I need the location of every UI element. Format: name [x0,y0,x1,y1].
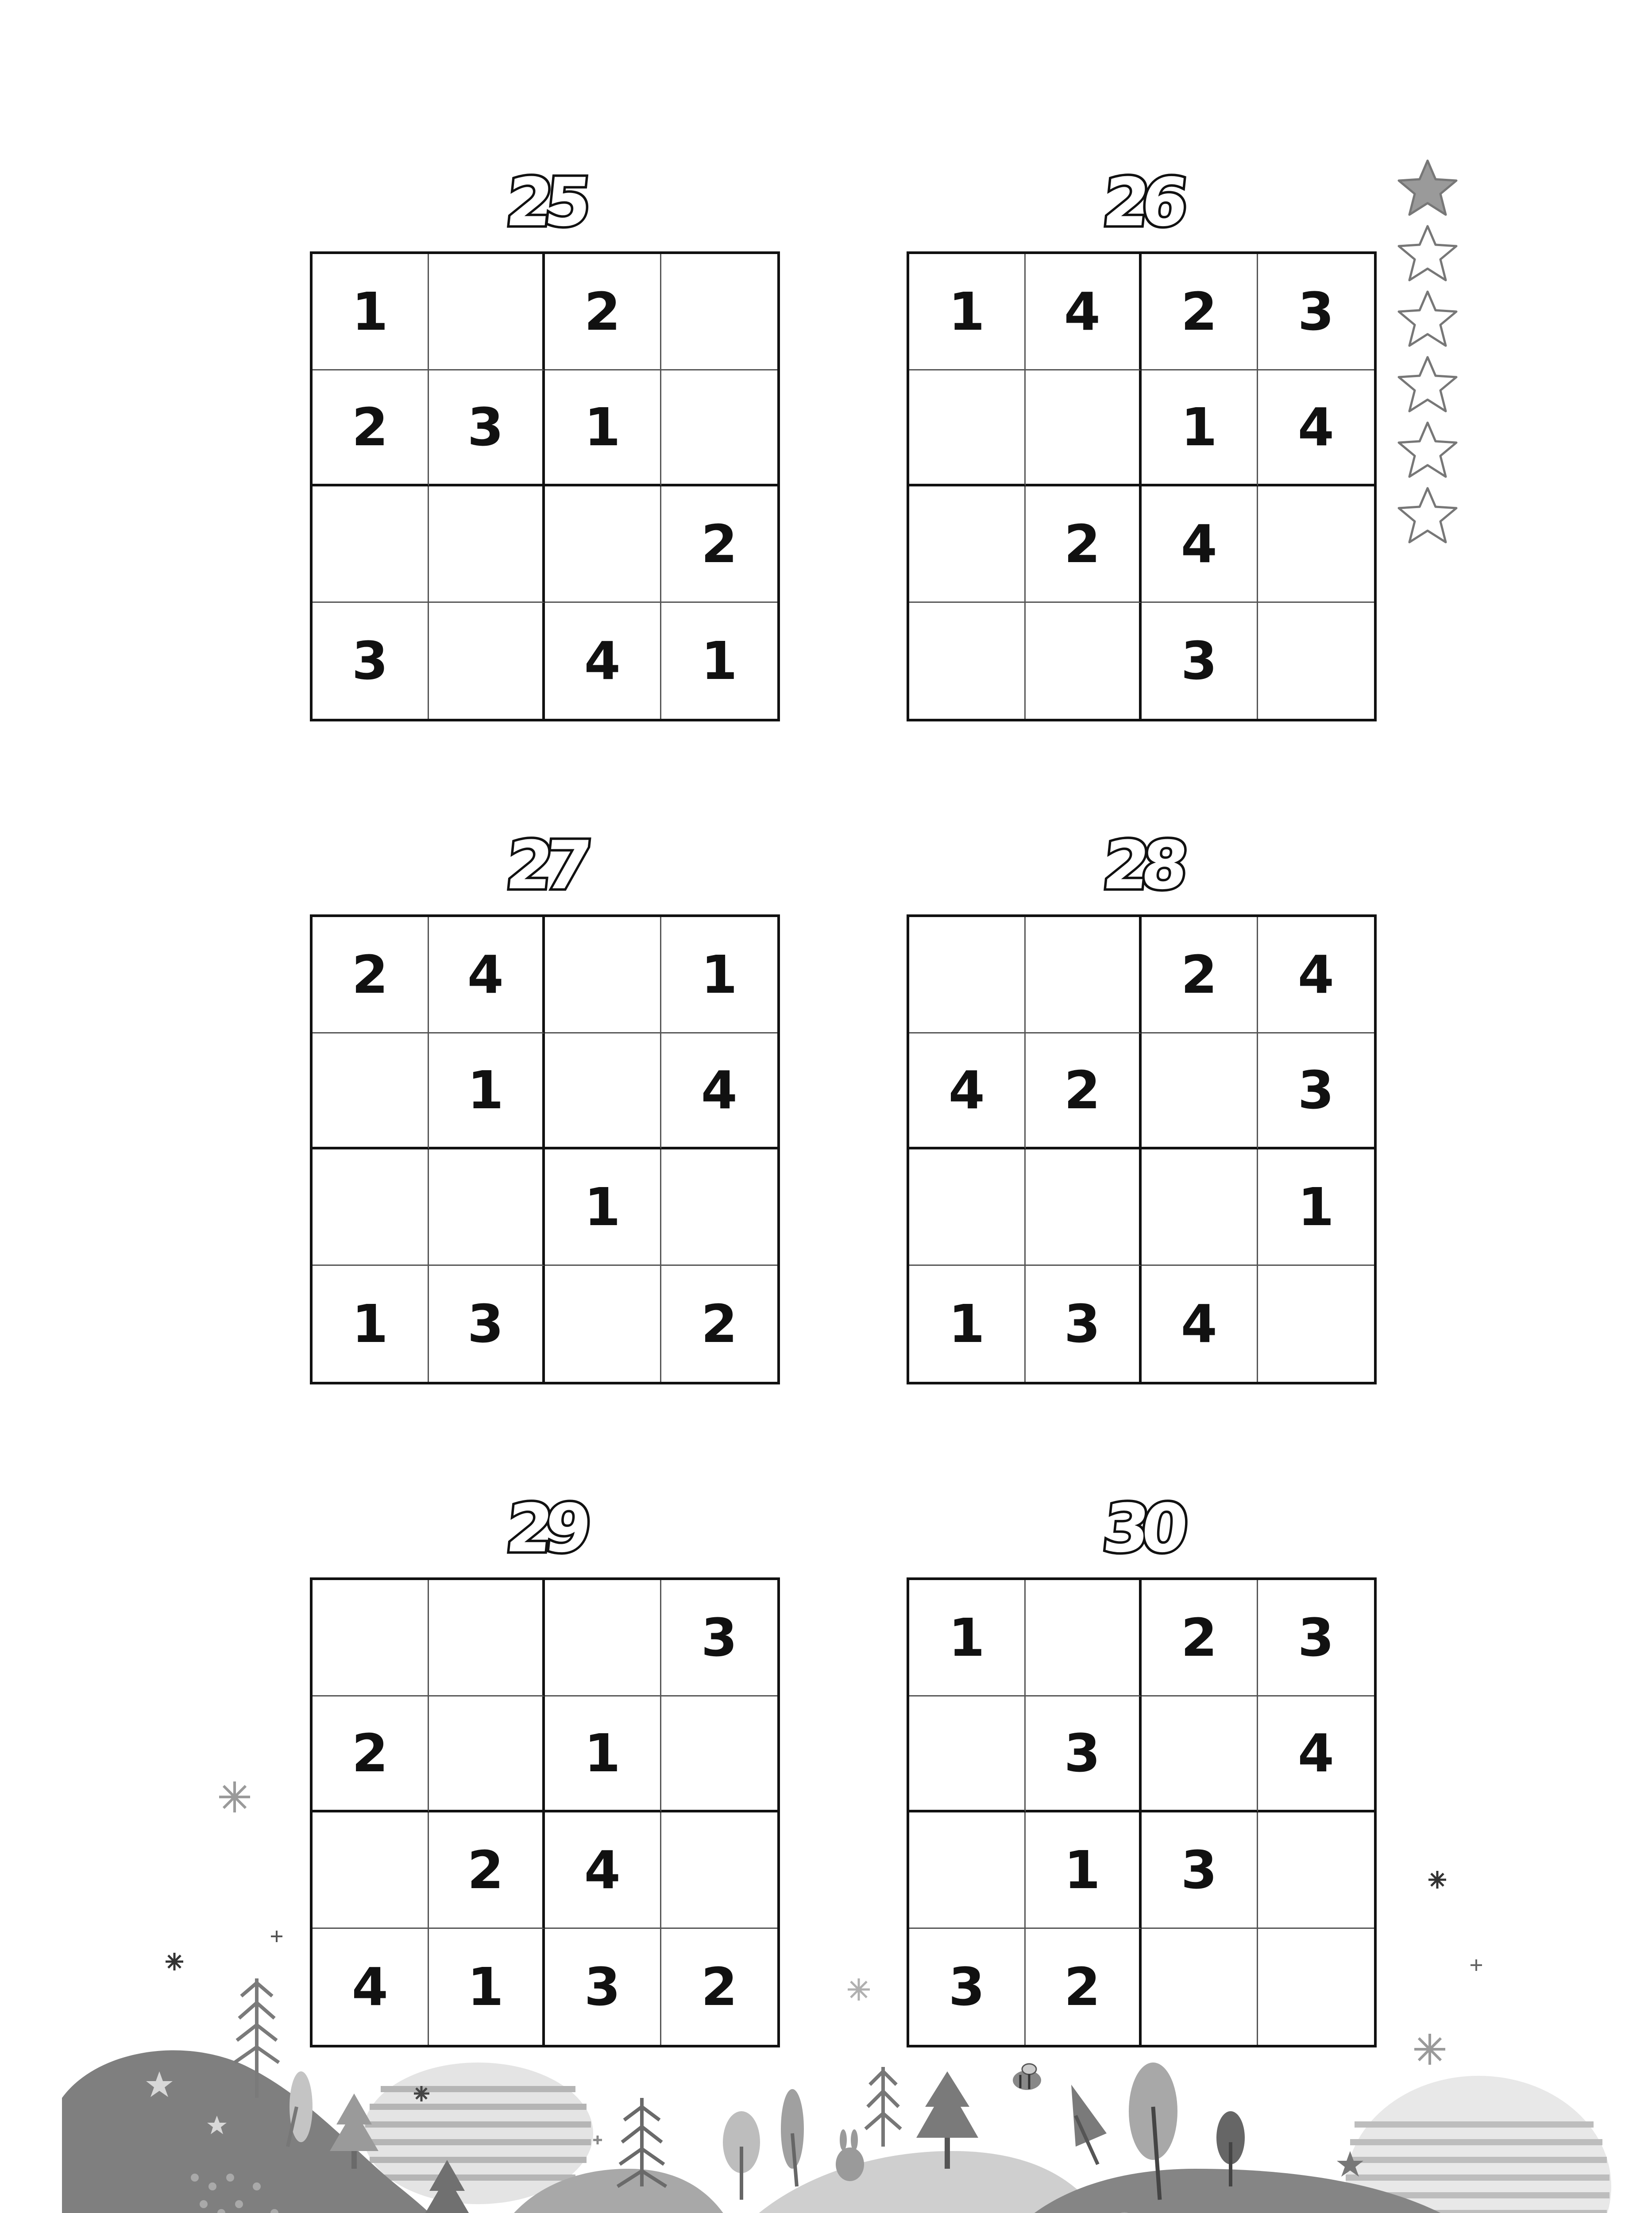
empty-cell[interactable] [1258,603,1374,719]
empty-cell[interactable] [661,254,778,370]
sparkle-icon [845,1976,872,2003]
given-cell: 2 [1026,1929,1142,2045]
given-cell: 1 [313,254,429,370]
given-cell: 1 [429,1033,545,1150]
pine-tree-icon [865,2067,901,2147]
puzzle-number: 30 [1099,1490,1184,1567]
given-cell: 2 [701,1293,737,1354]
given-cell: 1 [909,1580,1026,1696]
given-cell: 4 [1142,1266,1258,1382]
sudoku-grid [907,251,1377,721]
empty-cell[interactable] [313,1033,429,1150]
given-cell: 3 [313,603,429,719]
empty-cell[interactable] [1026,1580,1142,1696]
given-cell: 3 [429,370,545,487]
empty-cell[interactable] [1258,1266,1374,1382]
given-cell: 1 [545,1696,661,1813]
given-cell: 2 [313,1696,429,1813]
sudoku-grid [907,914,1377,1384]
given-cell: 2 [661,486,778,603]
empty-cell[interactable] [313,1580,429,1696]
empty-cell[interactable] [429,603,545,719]
puzzle-number: 27 [502,827,587,904]
given-cell: 1 [545,1149,661,1266]
empty-cell[interactable] [313,1149,429,1266]
given-cell: 1 [701,630,737,691]
empty-cell[interactable] [909,1149,1026,1266]
empty-cell[interactable] [545,917,661,1033]
empty-cell[interactable] [313,486,429,603]
empty-cell[interactable] [1026,603,1142,719]
sparkle-icon [593,2136,602,2144]
given-cell: 3 [545,1929,661,2045]
given-cell: 1 [545,370,661,487]
given-cell: 3 [1258,1033,1374,1150]
given-cell: 4 [1026,254,1142,370]
given-cell: 4 [909,1033,1026,1150]
empty-cell[interactable] [661,370,778,487]
empty-cell[interactable] [1026,370,1142,487]
tree-icon [723,2111,760,2200]
sparkle-icon [270,1930,283,1943]
bee-icon [1013,2064,1041,2090]
given-cell: 2 [313,917,429,1033]
empty-cell[interactable] [545,1580,661,1696]
given-cell: 2 [1142,917,1258,1033]
given-cell: 2 [429,1812,545,1929]
puzzle-number: 29 [502,1490,587,1567]
difficulty-rating [1394,157,1461,550]
empty-cell[interactable] [1258,1812,1374,1929]
empty-cell[interactable] [429,1149,545,1266]
given-cell: 3 [661,1580,778,1696]
empty-cell[interactable] [429,486,545,603]
tree-icon [781,2089,804,2186]
given-cell: 1 [1258,1149,1374,1266]
given-cell: 4 [1258,370,1374,487]
empty-cell[interactable] [909,1696,1026,1813]
given-cell: 3 [1026,1696,1142,1813]
empty-cell[interactable] [429,1696,545,1813]
sudoku-grid [310,251,780,721]
empty-cell[interactable] [909,370,1026,487]
empty-cell[interactable] [429,254,545,370]
empty-cell[interactable] [909,1812,1026,1929]
sudoku-grid [310,914,780,1384]
given-cell: 1 [909,254,1026,370]
given-cell: 1 [429,1929,545,2045]
given-cell: 4 [545,1812,661,1929]
given-cell: 3 [1258,254,1374,370]
sparkle-icon [217,1779,252,1815]
given-cell: 4 [1142,486,1258,603]
given-cell: 3 [1142,1812,1258,1929]
scenery-hills [0,1939,1652,2213]
star-outline-icon [1394,485,1461,547]
puzzle-number: 28 [1099,827,1184,904]
puzzle-number: 26 [1099,164,1184,241]
given-cell: 1 [909,1266,1026,1382]
given-cell: 2 [1142,1580,1258,1696]
empty-cell[interactable] [1026,1149,1142,1266]
given-cell: 2 [1026,1033,1142,1150]
star-filled-icon [1394,157,1461,219]
given-cell: 1 [661,917,778,1033]
star-outline-icon [1394,419,1461,481]
empty-cell[interactable] [1142,1149,1258,1266]
tree-icon [1071,2085,1107,2164]
empty-cell[interactable] [545,486,661,603]
given-cell: 1 [1026,1812,1142,1929]
given-cell: 3 [909,1929,1026,2045]
given-cell: 3 [1258,1580,1374,1696]
empty-cell[interactable] [545,1266,661,1382]
empty-cell[interactable] [313,1812,429,1929]
empty-cell[interactable] [909,486,1026,603]
empty-cell[interactable] [661,1812,778,1929]
empty-cell[interactable] [1258,486,1374,603]
sparkle-icon [1428,1870,1447,1889]
empty-cell[interactable] [1026,917,1142,1033]
given-cell: 2 [1142,254,1258,370]
given-cell: 2 [701,1956,737,2017]
empty-cell[interactable] [909,603,1026,719]
given-cell: 3 [429,1266,545,1382]
given-cell: 4 [1258,1696,1374,1813]
empty-cell[interactable] [1142,1033,1258,1150]
puzzle-number: 25 [502,164,587,241]
given-cell: 4 [1258,917,1374,1033]
given-cell: 1 [313,1266,429,1382]
empty-cell[interactable] [1142,1696,1258,1813]
rabbit-icon [836,2129,864,2181]
given-cell: 4 [313,1929,429,2045]
sparkle-icon [1412,2032,1447,2067]
given-cell: 2 [545,254,661,370]
given-cell: 3 [1142,603,1258,719]
empty-cell[interactable] [545,1033,661,1150]
empty-cell[interactable] [661,1149,778,1266]
star-outline-icon [1394,354,1461,416]
star-outline-icon [1394,223,1461,285]
given-cell: 4 [429,917,545,1033]
given-cell: 1 [1142,370,1258,487]
given-cell: 2 [313,370,429,487]
empty-cell[interactable] [909,917,1026,1033]
empty-cell[interactable] [429,1580,545,1696]
given-cell: 2 [1026,486,1142,603]
given-cell: 4 [545,603,661,719]
given-cell: 3 [1026,1266,1142,1382]
empty-cell[interactable] [661,1696,778,1813]
given-cell: 4 [661,1033,778,1150]
star-outline-icon [1394,288,1461,350]
sparkle-icon [165,1952,184,1971]
sparkle-icon [1470,1959,1483,1972]
